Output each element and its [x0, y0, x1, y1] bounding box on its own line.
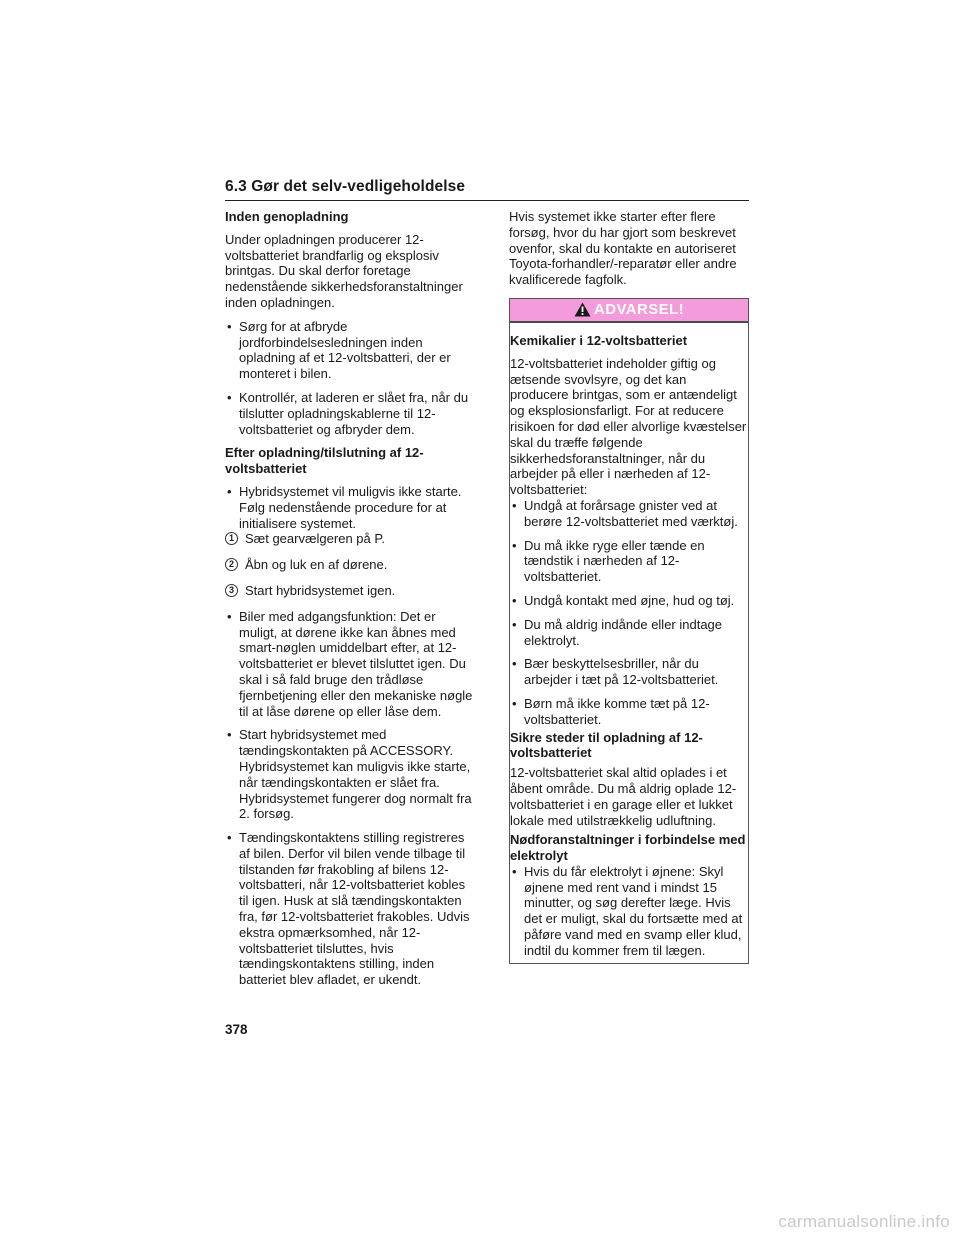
step-item — [225, 531, 473, 547]
step-number-badge: 3 — [225, 584, 238, 597]
header-rule — [225, 200, 749, 201]
warning-body — [510, 323, 748, 959]
warning-paragraph: 12-voltsbatteriet indeholder giftig og ætsende svovlsyre, og det kan producere brintgas, som er antændeligt og eksplosionsfarligt. For at reducere risikoen for død eller alvorlige kvæstelser skal du træffe følgende sikkerhedsforanstaltninger, når du arbejder på eller i nærheden af 12-voltsbatteriet: — [510, 355, 747, 498]
warning-title: ADVARSEL! — [594, 301, 684, 319]
warning-bullet: • Du må ikke ryge eller tænde en tændstik i nærheden af 12-voltsbatteriet. — [510, 538, 748, 585]
heading-before-charging: Inden genopladning — [225, 209, 349, 224]
left-column — [225, 209, 473, 996]
heading-after-charging: Efter opladning/tilslutning af 12-voltsbatteriet — [225, 445, 424, 477]
step-number-badge: 2 — [225, 558, 238, 571]
warning-header — [510, 299, 748, 323]
step-text: Start hybridsystemet igen. — [245, 582, 396, 598]
warning-triangle-icon — [574, 302, 591, 317]
warning-bullet: • Bær beskyttelsesbriller, når du arbejder i tæt på 12-voltsbatteriet. — [510, 656, 748, 688]
warning-heading-safe-places: Sikre steder til opladning af 12-voltsbatteriet — [510, 729, 703, 761]
step-text: Sæt gearvælgeren på P. — [245, 531, 385, 547]
paragraph-intro: Under opladningen producerer 12-voltsbatteriet brandfarlig og eksplosiv brintgas. Du skal derfor foretage nedenstående sikkerhedsforanstaltninger inden opladningen. — [225, 231, 463, 310]
warning-paragraph: 12-voltsbatteriet skal altid oplades i et åbent område. Du må aldrig oplade 12-voltsbatteriet i en garage eller et lukket lokale med utilstrækkelig udluftning. — [510, 765, 737, 828]
bullet-item: • Sørg for at afbryde jordforbindelsesledningen inden opladning af et 12-voltsbatteri, der er monteret i bilen. — [225, 319, 473, 382]
paragraph-intro-right: Hvis systemet ikke starter efter flere forsøg, hvor du har gjort som beskrevet ovenfor, skal du kontakte en autoriseret Toyota-forhandler/-reparatør eller andre kvalificerede fagfolk. — [509, 209, 737, 288]
section-header — [225, 178, 749, 201]
step-item — [225, 557, 473, 573]
watermark-text: carmanualsonline.info — [778, 1212, 950, 1231]
step-text: Åbn og luk en af dørene. — [245, 557, 388, 573]
bullet-item: • Biler med adgangsfunktion: Det er muligt, at dørene ikke kan åbnes med smart-nøglen umiddelbart efter, at 12-voltsbatteriet er blevet tilsluttet igen. Du skal i så fald bruge den trådløse fjernbetjening eller den mekaniske nøgle til at låse dørene op eller låse dem. — [225, 609, 473, 720]
section-title: 6.3 Gør det selv-vedligeholdelse — [225, 178, 466, 195]
step-item — [225, 583, 473, 599]
warning-bullet: • Undgå kontakt med øjne, hud og tøj. — [510, 593, 748, 609]
page-number: 378 — [225, 1022, 248, 1037]
bullet-item: • Kontrollér, at laderen er slået fra, når du tilslutter opladningskablerne til 12-voltsbatteriet og afbryder dem. — [225, 390, 473, 437]
warning-bullet: • Børn må ikke komme tæt på 12-voltsbatteriet. — [510, 696, 748, 728]
bullet-item: • Hybridsystemet vil muligvis ikke starte. Følg nedenstående procedure for at initialisere systemet. — [225, 484, 473, 531]
warning-box — [509, 298, 749, 964]
warning-heading-chemicals: Kemikalier i 12-voltsbatteriet — [510, 332, 688, 348]
right-column — [509, 209, 749, 964]
warning-bullet: • Du må aldrig indånde eller indtage elektrolyt. — [510, 617, 748, 649]
warning-bullet: • Undgå at forårsage gnister ved at berøre 12-voltsbatteriet med værktøj. — [510, 498, 748, 530]
warning-heading-emergency: Nødforanstaltninger i forbindelse med elektrolyt — [510, 832, 746, 864]
warning-bullet: • Hvis du får elektrolyt i øjnene: Skyl øjnene med rent vand i mindst 15 minutter, og søg derefter læge. Hvis det er muligt, skal du fortsætte med at påføre vand med en svamp eller klud, indtil du kommer frem til lægen. — [510, 864, 748, 959]
bullet-item: • Tændingskontaktens stilling registreres af bilen. Derfor vil bilen vende tilbage til tilstanden før frakobling af bilens 12-voltsbatteri, når 12-voltsbatteriet kobles til igen. Husk at slå tændingskontakten fra, før 12-voltsbatteriet frakobles. Udvis ekstra opmærksomhed, når 12-voltsbatteriet tilsluttes, hvis tændingskontaktens stilling, inden batteriet blev afladet, er ukendt. — [225, 830, 473, 988]
step-number-badge: 1 — [225, 532, 238, 545]
bullet-item: • Start hybridsystemet med tændingskontakten på ACCESSORY. Hybridsystemet kan muligvis ikke starte, når tændingskontakten er slået fra. Hybridsystemet fungerer dog normalt fra 2. forsøg. — [225, 727, 473, 822]
